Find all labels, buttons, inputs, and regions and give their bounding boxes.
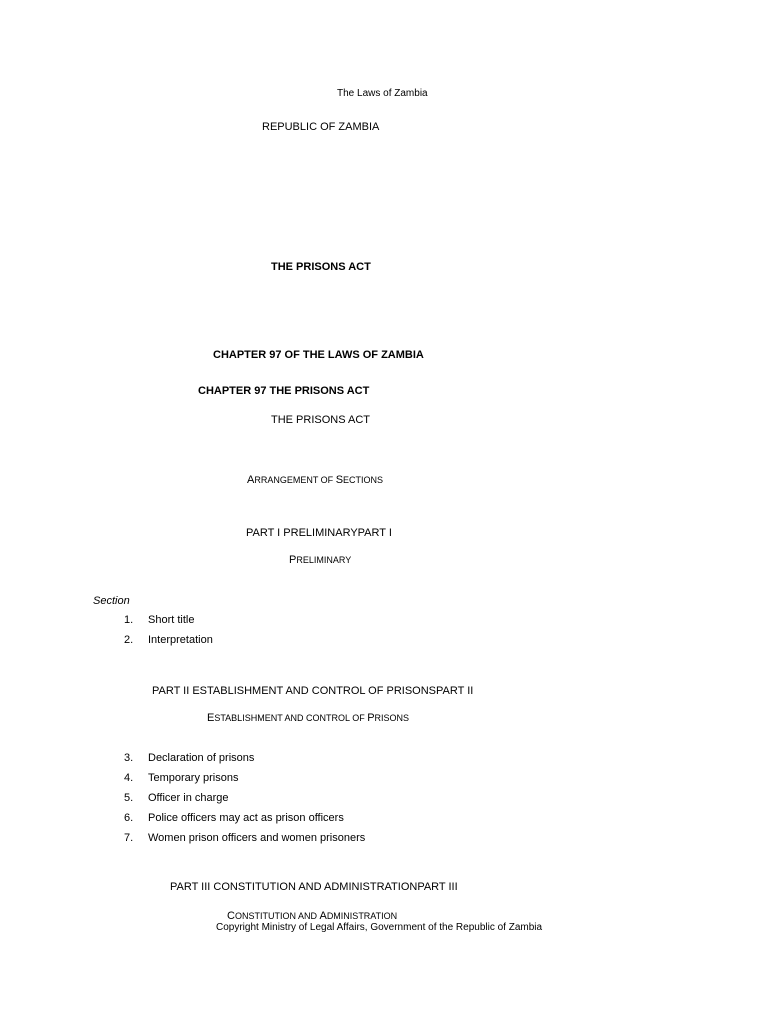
item-text: Police officers may act as prison officers xyxy=(148,812,344,824)
item-number: 2. xyxy=(124,634,134,646)
list-item xyxy=(124,635,324,649)
part3-sub-rest-2: DMINISTRATION xyxy=(326,911,398,921)
item-text: Declaration of prisons xyxy=(148,752,255,764)
arrangement-letter-a: A xyxy=(247,474,255,486)
part1-sub-rest: RELIMINARY xyxy=(296,555,352,565)
list-item xyxy=(124,615,324,629)
item-number: 4. xyxy=(124,772,134,784)
part2-sub-rest-1: STABLISHMENT AND CONTROL OF xyxy=(214,713,368,723)
part1-sub-cap: P xyxy=(289,554,297,566)
part3-sub-cap-2: A xyxy=(319,910,327,922)
item-number: 5. xyxy=(124,792,134,804)
list-item xyxy=(124,793,424,807)
part1-heading: PART I PRELIMINARYPART I xyxy=(246,527,392,539)
republic-heading: REPUBLIC OF ZAMBIA xyxy=(262,121,380,133)
act-title-plain: THE PRISONS ACT xyxy=(271,414,371,426)
chapter-subheading: CHAPTER 97 THE PRISONS ACT xyxy=(198,385,370,397)
item-text: Officer in charge xyxy=(148,792,229,804)
copyright-footer: Copyright Ministry of Legal Affairs, Government of the Republic of Zambia xyxy=(216,922,543,933)
item-text: Interpretation xyxy=(148,634,213,646)
part2-heading: PART II ESTABLISHMENT AND CONTROL OF PRISONSPART II xyxy=(152,685,474,697)
list-item xyxy=(124,773,424,787)
chapter-heading: CHAPTER 97 OF THE LAWS OF ZAMBIA xyxy=(213,349,424,361)
act-title: THE PRISONS ACT xyxy=(271,261,371,273)
running-title: The Laws of Zambia xyxy=(337,88,428,99)
part2-subheading xyxy=(207,709,409,725)
arrangement-text-2: ECTIONS xyxy=(343,475,384,485)
section-label: Section xyxy=(93,595,130,607)
part1-subheading xyxy=(289,551,351,567)
list-item xyxy=(124,753,424,767)
arrangement-of-sections-heading xyxy=(247,471,383,487)
arrangement-text-1: RRANGEMENT OF xyxy=(254,475,336,485)
part2-sub-rest-2: RISONS xyxy=(374,713,410,723)
part3-sub-rest-1: ONSTITUTION AND xyxy=(234,911,320,921)
part3-sub-cap-1: C xyxy=(227,910,235,922)
part3-subheading xyxy=(227,907,397,923)
item-number: 7. xyxy=(124,832,134,844)
item-text: Temporary prisons xyxy=(148,772,239,784)
item-text: Women prison officers and women prisoners xyxy=(148,832,366,844)
part3-heading: PART III CONSTITUTION AND ADMINISTRATIONPART III xyxy=(170,881,458,893)
part2-sub-cap-1: E xyxy=(207,712,215,724)
list-item xyxy=(124,833,424,847)
item-text: Short title xyxy=(148,614,195,626)
item-number: 1. xyxy=(124,614,134,626)
arrangement-letter-s: S xyxy=(335,474,344,486)
list-item xyxy=(124,813,424,827)
part2-sub-cap-2: P xyxy=(367,712,375,724)
item-number: 6. xyxy=(124,812,134,824)
item-number: 3. xyxy=(124,752,134,764)
